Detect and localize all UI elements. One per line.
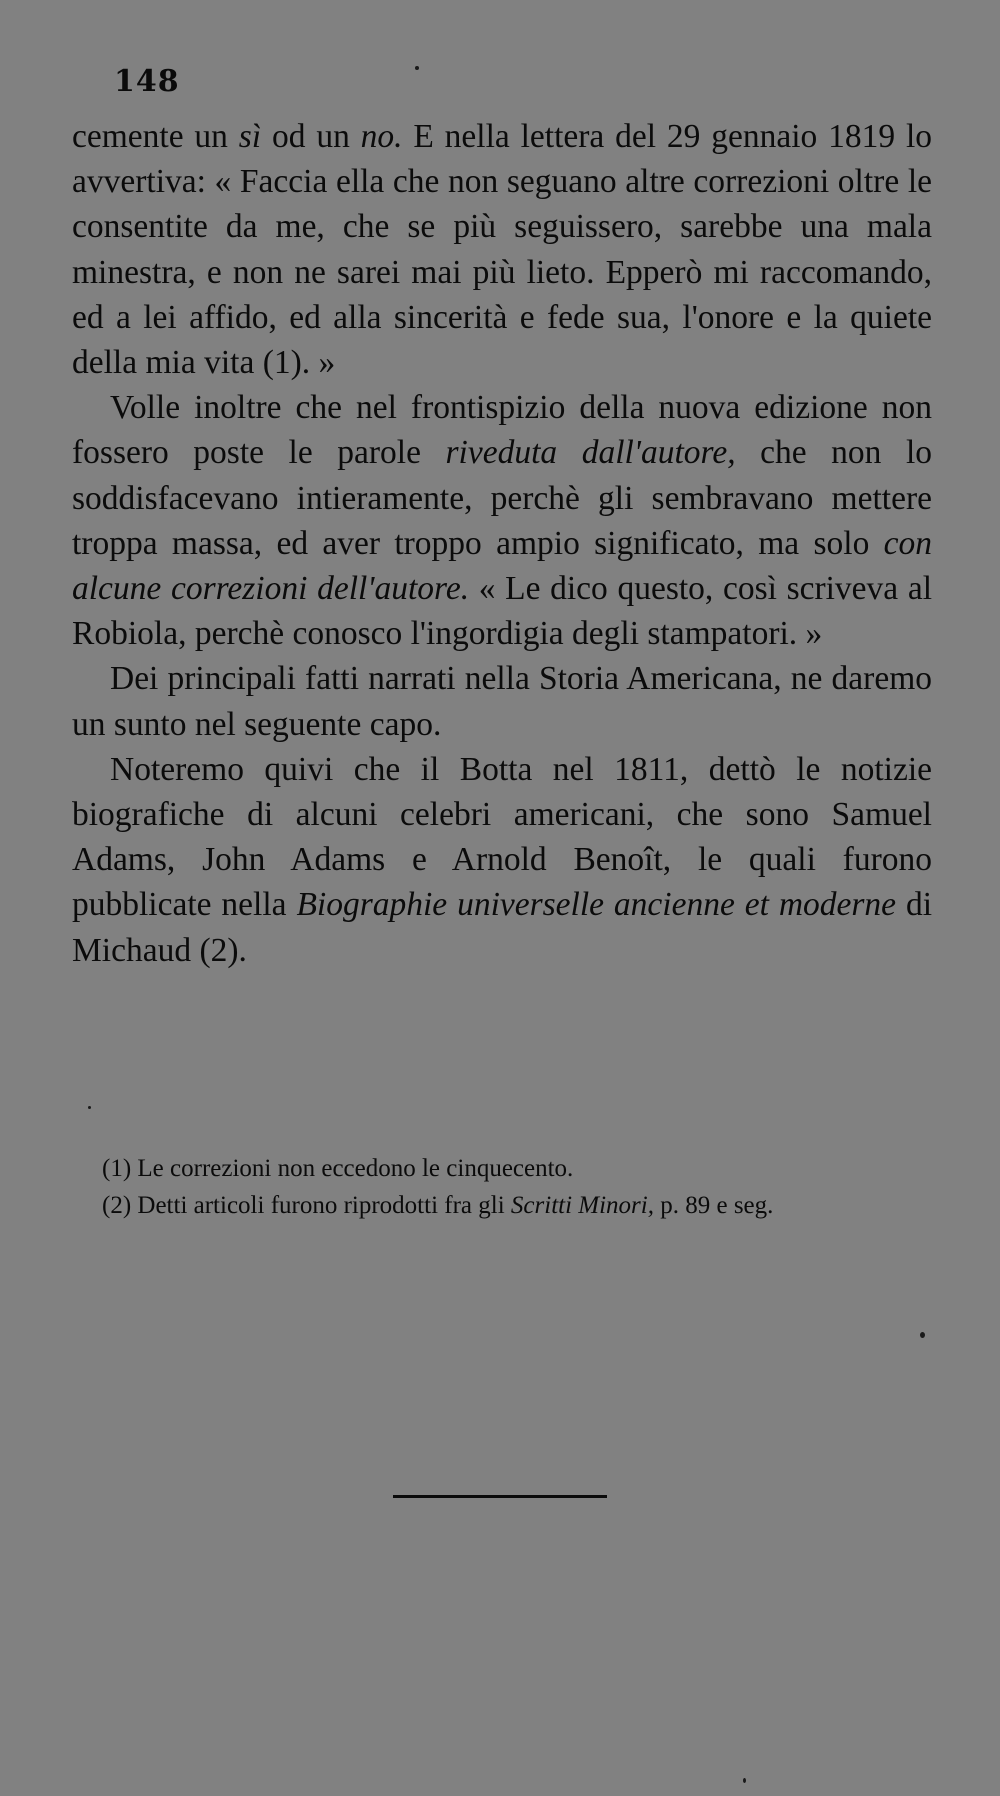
p2-italic-1: riveduta dall'autore,: [445, 434, 736, 472]
print-speck: [920, 1332, 925, 1338]
print-speck: [88, 1106, 91, 1109]
main-text: [72, 114, 932, 973]
paragraph-3: [72, 656, 932, 746]
p1-text-3: E nella lettera del 29 gennaio 1819 lo avvertiva: « Faccia ella che non seguano altre correzioni oltre le consentite da me, che se più seguissero, sarebbe una mala minestra, e non ne sarei mai più lieto. Epperò mi raccomando, ed a lei affido, ed alla sincerità e fede sua, l'onore e la quiete della mia vita (1). »: [72, 118, 933, 382]
p1-text-1: cemente un: [72, 118, 239, 155]
print-speck: [415, 66, 419, 70]
page-number: 148: [114, 64, 180, 99]
print-speck: [743, 1778, 746, 1783]
footnote-1: [72, 1150, 932, 1187]
footnote-1-text: (1) Le correzioni non eccedono le cinquecento.: [102, 1155, 574, 1182]
footnote-2-italic: Scritti Minori,: [510, 1192, 654, 1219]
p2-text-2: che non lo soddisfacevano intieramente, perchè gli sembravano mettere troppa massa, ed aver troppo ampio significato, ma solo: [72, 434, 932, 562]
p4-text-2: di Michaud (2).: [72, 886, 933, 969]
p3-text: Dei principali fatti narrati nella Storia Americana, ne daremo un sunto nel seguente capo.: [72, 660, 932, 743]
paragraph-4: [72, 747, 932, 973]
footnote-2-text-1: (2) Detti articoli furono riprodotti fra gli: [102, 1192, 511, 1219]
paragraph-1: [72, 114, 932, 385]
footnotes: [72, 1150, 932, 1224]
p1-text-2: od un: [261, 118, 361, 155]
p2-text-1: Volle inoltre che nel frontispizio della nuova edizione non fossero poste le parole: [72, 389, 932, 472]
closing-rule: [393, 1495, 607, 1498]
p4-text-1: Noteremo quivi che il Botta nel 1811, dettò le notizie biografiche di alcuni celebri americani, che sono Samuel Adams, John Adams e Arnold Benoît, le quali furono pubblicate nella: [72, 750, 932, 924]
p1-italic-2: no.: [360, 118, 403, 155]
p2-italic-2: con alcune correzioni dell'autore.: [72, 524, 932, 608]
footnote-2: [72, 1187, 932, 1224]
paragraph-2: [72, 385, 932, 656]
p1-italic-1: sì: [238, 118, 262, 155]
p4-italic-1: Biographie universelle ancienne et moderne: [296, 886, 897, 924]
footnote-2-text-2: p. 89 e seg.: [653, 1192, 774, 1219]
p2-text-3: « Le dico questo, così scriveva al Robiola, perchè conosco l'ingordigia degli stampatori. »: [72, 570, 933, 653]
